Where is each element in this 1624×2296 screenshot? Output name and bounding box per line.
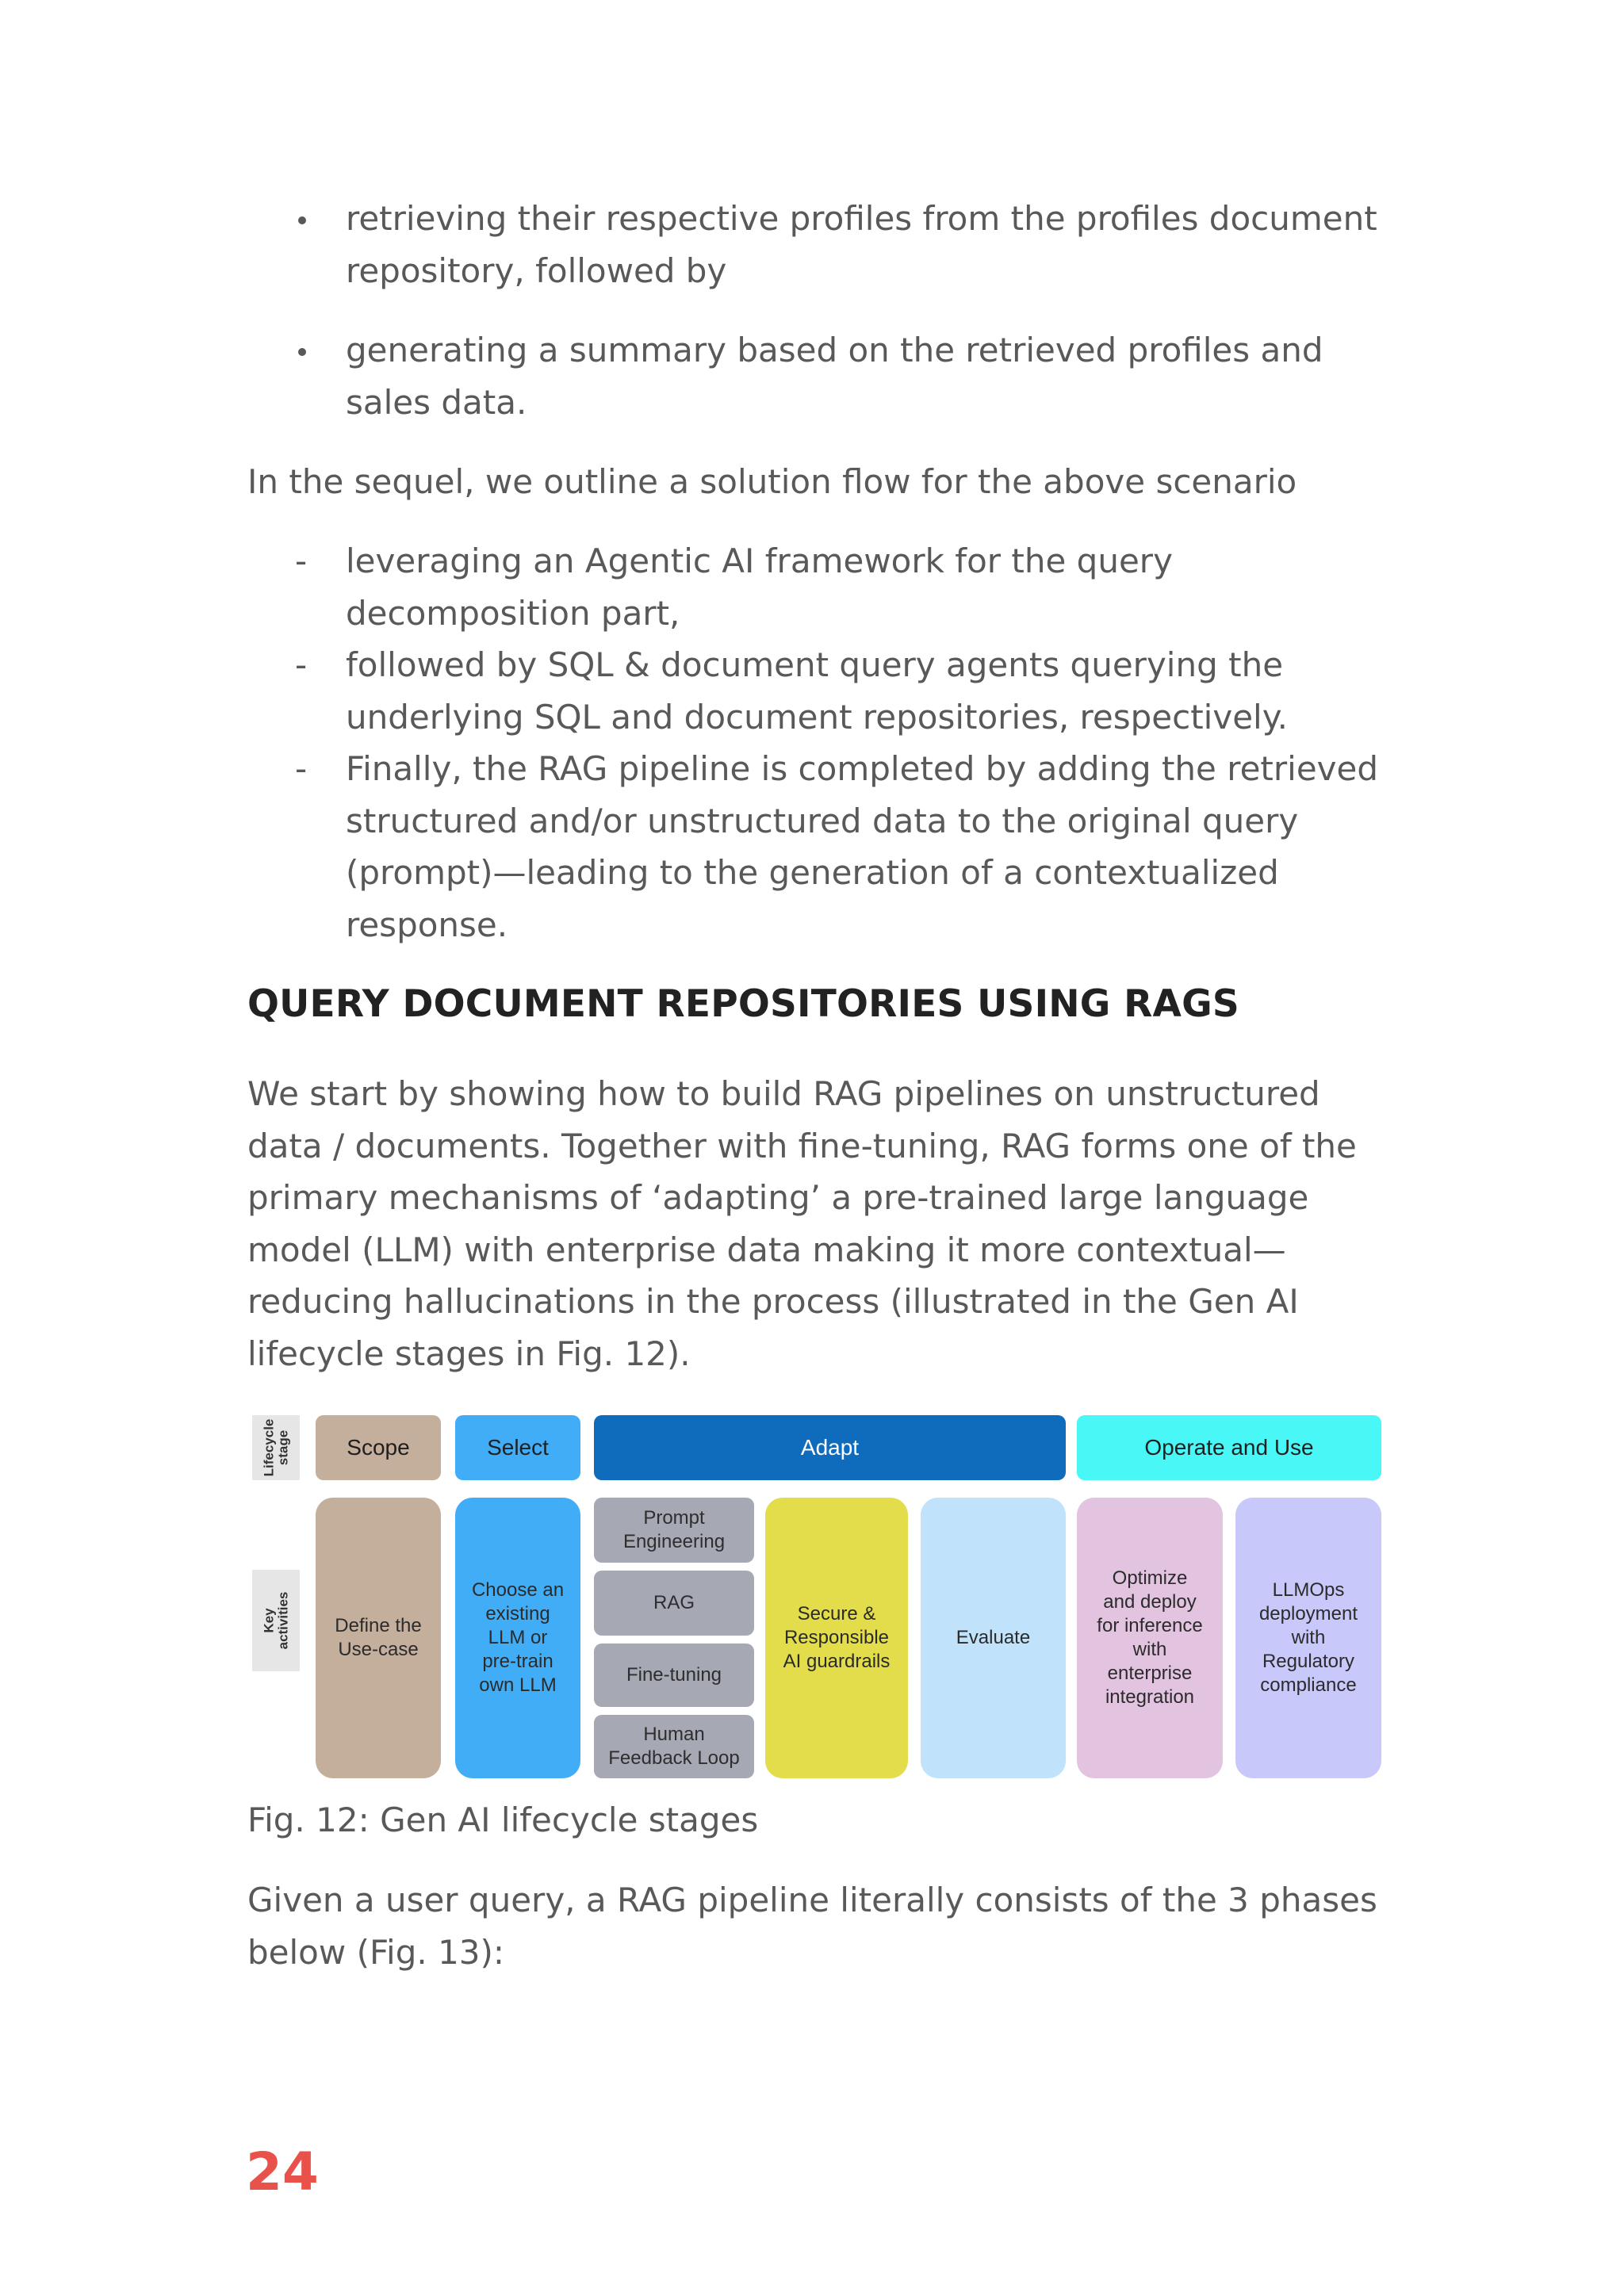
dash-item: - followed by SQL & document query agents querying the underlying SQL and document repositories, respectively. <box>247 639 1389 743</box>
section-heading: QUERY DOCUMENT REPOSITORIES USING RAGS <box>247 982 1239 1026</box>
closing-paragraph: Given a user query, a RAG pipeline literally consists of the 3 phases below (Fig. 13): <box>247 1881 1377 1972</box>
dash-item: - Finally, the RAG pipeline is completed by adding the retrieved structured and/or unstructured data to the original query (prompt)—leading to the generation of a contextualized response. <box>247 743 1389 951</box>
lifecycle-stage-row-label <box>252 1415 300 1480</box>
activity-evaluate: Evaluate <box>921 1498 1066 1778</box>
activity-human-feedback-loop: Human Feedback Loop <box>594 1715 754 1778</box>
activity-prompt-engineering: Prompt Engineering <box>594 1498 754 1563</box>
bullet-item: retrieving their respective profiles from the profiles document repository, followed by <box>247 193 1389 297</box>
stage-adapt: Adapt <box>594 1415 1066 1480</box>
activity-fine-tuning: Fine-tuning <box>594 1644 754 1707</box>
lifecycle-stage-label-text: Lifecycle stage <box>261 1418 291 1477</box>
activity-choose-llm: Choose an existing LLM or pre-train own LLM <box>455 1498 580 1778</box>
stage-select: Select <box>455 1415 580 1480</box>
figure-caption: Fig. 12: Gen AI lifecycle stages <box>247 1800 759 1839</box>
key-activities-row-label <box>252 1570 300 1671</box>
activity-optimize-deploy: Optimize and deploy for inference with enterprise integration <box>1077 1498 1223 1778</box>
dash-list <box>247 535 1389 951</box>
bullet-item: generating a summary based on the retrieved profiles and sales data. <box>247 324 1389 428</box>
sequel-paragraph: In the sequel, we outline a solution flow for the above scenario <box>247 462 1297 501</box>
activity-rag: RAG <box>594 1571 754 1636</box>
section-paragraph: We start by showing how to build RAG pipelines on unstructured data / documents. Together with fine-tuning, RAG forms one of the primary mechanisms of ‘adapting’ a pre-trained large language model (LLM) with enterprise data making it more contextual— reducing hallucinations in the process (illustrated in the Gen AI lifecycle stages in Fig. 12). <box>247 1074 1357 1373</box>
key-activities-label-text: Key activities <box>261 1591 291 1650</box>
dash-item: - leveraging an Agentic AI framework for the query decomposition part, <box>247 535 1389 639</box>
page-number: 24 <box>246 2141 319 2202</box>
bullet-list <box>247 193 1389 428</box>
lifecycle-figure <box>252 1415 1381 1780</box>
activity-define-use-case: Define the Use-case <box>316 1498 441 1778</box>
activity-llmops-deployment: LLMOps deployment with Regulatory compliance <box>1235 1498 1381 1778</box>
stage-operate: Operate and Use <box>1077 1415 1381 1480</box>
stage-scope: Scope <box>316 1415 441 1480</box>
activity-secure-responsible-ai: Secure & Responsible AI guardrails <box>765 1498 908 1778</box>
